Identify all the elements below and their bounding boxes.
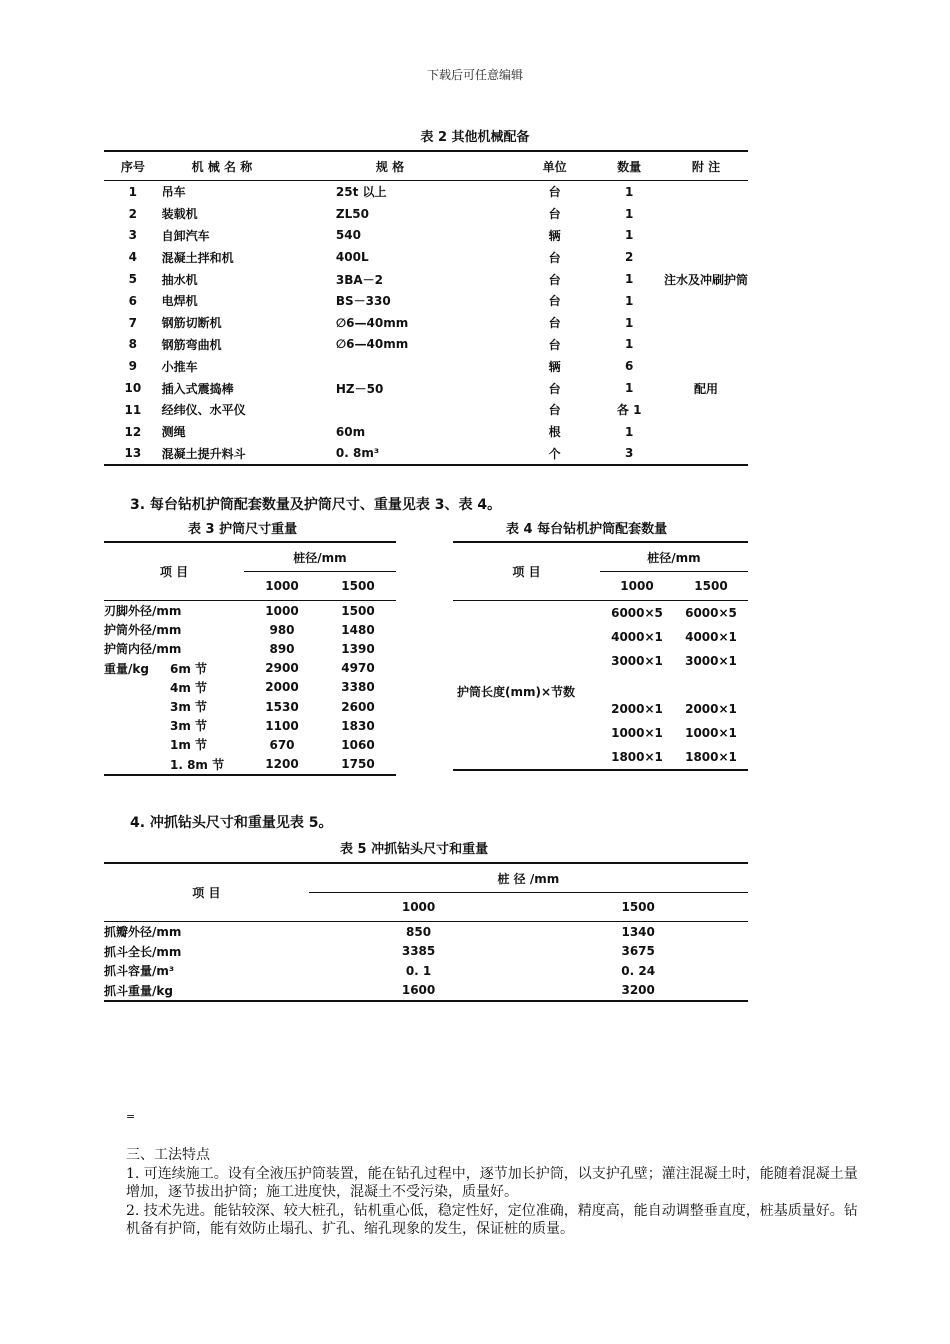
table4-cell: 2000×1: [685, 702, 737, 716]
table5-subheader: 1500: [528, 893, 748, 922]
table-row: [104, 377, 748, 399]
table4-item-header: 项 目: [453, 542, 600, 601]
table3-row-label-cell: [104, 678, 244, 697]
table2-cell: 1: [625, 184, 634, 199]
table2-cell: [664, 399, 748, 421]
table2-cell: ZL50: [335, 206, 369, 221]
table5-row-label: 抓斗全长/mm: [104, 944, 182, 959]
table-row: [104, 399, 748, 421]
table3-row-label: 1m 节: [170, 738, 208, 753]
table3-row-label: 4m 节: [170, 680, 208, 695]
table5-cell: 1600: [401, 983, 436, 998]
table3-cell: 1480: [341, 622, 375, 637]
table3-row-label-cell: [104, 659, 244, 678]
table2-col-header: 机 械 名 称: [162, 151, 336, 181]
table2-cell: 经纬仪、水平仪: [161, 403, 246, 418]
table3-cell: 4970: [341, 661, 375, 676]
table-row: [104, 961, 748, 981]
table2-col-header: 规 格: [336, 151, 515, 181]
table2-cell: [664, 246, 748, 268]
table3-row-label: 3m 节: [170, 719, 208, 734]
table2-cell: 台: [548, 294, 561, 309]
table-row: [104, 922, 748, 942]
table-row: [104, 678, 396, 697]
table2-cell: 1: [625, 315, 634, 330]
table-row: [104, 290, 748, 312]
table2-caption: 表 2 其他机械配备: [420, 130, 530, 145]
table2-cell: 1: [625, 424, 634, 439]
table2-cell: ∅6—40mm: [335, 337, 409, 352]
table2-cell: 电焊机: [161, 294, 198, 309]
table5: [104, 862, 748, 1002]
table2-cell: [664, 225, 748, 247]
table4-cell: 4000×1: [685, 630, 737, 644]
table3-row-label-cell: [104, 716, 244, 735]
table2-cell: [336, 355, 515, 377]
table3-header-row: [104, 542, 396, 572]
table2-cell: 各 1: [616, 403, 642, 418]
table3-cell: 1000: [265, 603, 299, 618]
table2-cell: 3: [128, 228, 138, 243]
table2-cell: 辆: [548, 359, 561, 374]
table3-row-label-cell: [104, 697, 244, 716]
table3-row-label-cell: [104, 735, 244, 754]
table3-row-label-cell: [104, 620, 244, 639]
table3-row-label: 6m 节: [170, 661, 208, 676]
table4-cell: 4000×1: [611, 630, 663, 644]
table2-cell: [336, 399, 515, 421]
table2-cell: 9: [128, 359, 138, 374]
table2-cell: 1: [625, 228, 634, 243]
table-row: [453, 601, 748, 626]
table2-cell: 注水及冲刷护筒: [663, 272, 748, 287]
table2-cell: 钢筋切断机: [161, 316, 222, 331]
table2-cell: 7: [128, 315, 138, 330]
table3-row-label-cell: [104, 639, 244, 658]
table-row: [104, 639, 396, 658]
table3-cell: 1100: [265, 718, 299, 733]
table2-cell: 台: [548, 185, 561, 200]
table2-cell: [664, 312, 748, 334]
table2-cell: 配用: [693, 381, 718, 396]
table-row: [104, 203, 748, 225]
table3-caption: 表 3 护筒尺寸重量: [188, 522, 298, 537]
table2-col-header: 数量: [594, 151, 664, 181]
table4-subheader: 1500: [674, 572, 748, 601]
table4-row-label: 护筒长度(mm)×节数: [457, 684, 576, 699]
table3-cell: 2600: [341, 699, 375, 714]
table5-subheader: 1000: [309, 893, 529, 922]
table2-cell: 混凝土提升料斗: [161, 446, 246, 461]
table2-cell: 0. 8m³: [335, 446, 380, 461]
table5-item-header: 项 目: [104, 863, 309, 922]
page-header: 下载后可任意编辑: [426, 68, 523, 82]
table4-subheader: 1000: [600, 572, 674, 601]
table5-row-label: 抓斗容量/m³: [104, 964, 175, 979]
table2-cell: 1: [625, 206, 634, 221]
table2-cell: 6: [128, 293, 138, 308]
table2-col-header: 单位: [515, 151, 594, 181]
table2-cell: ∅6—40mm: [335, 315, 409, 330]
table2-cell: 2: [128, 206, 138, 221]
table2-cell: [664, 290, 748, 312]
table4-cell: 1800×1: [685, 750, 737, 764]
table5-cell: 3385: [401, 944, 436, 959]
table5-cell: 0. 1: [405, 963, 432, 978]
table3-row-label: 3m 节: [170, 700, 208, 715]
table2-col-header: 序号: [104, 151, 162, 181]
table2-cell: 12: [124, 424, 142, 439]
table2-cell: 13: [124, 446, 142, 461]
table3-row-label: 护筒内径/mm: [104, 642, 182, 657]
section-heading-gongfa: 三、工法特点: [126, 1147, 210, 1163]
table5-cell: 1340: [621, 924, 655, 939]
table4-cell: 6000×5: [611, 606, 663, 620]
table2-cell: 400L: [335, 250, 369, 265]
table2-cell: 个: [548, 446, 561, 461]
table5-body: [104, 922, 748, 1002]
table2-cell: 钢筋弯曲机: [161, 337, 222, 352]
table2-body: [104, 181, 748, 466]
table2-cell: 6: [625, 359, 634, 374]
table3-cell: 2000: [265, 680, 299, 695]
table2-cell: 1: [625, 293, 634, 308]
table2-cell: 5: [128, 272, 138, 287]
table2-cell: 3BA－2: [335, 272, 384, 287]
table4-cell: [674, 673, 748, 697]
table2-cell: [664, 355, 748, 377]
table3-row-label: 刃脚外径/mm: [104, 604, 182, 619]
table-row: [104, 620, 396, 639]
table4-caption: 表 4 每台钻机护筒配套数量: [506, 522, 668, 537]
table2-cell: 11: [124, 402, 142, 417]
section-3-text: 3. 每台钻机护筒配套数量及护筒尺寸、重量见表 3、表 4。: [130, 497, 502, 513]
table4-cell: 3000×1: [611, 654, 663, 668]
table-row: [104, 755, 396, 775]
table2-cell: BS－330: [335, 294, 391, 309]
table3-group-label: 重量/kg: [104, 661, 149, 676]
table2-cell: 1: [625, 337, 634, 352]
table3-cell: 1530: [265, 699, 299, 714]
table5-row-label: 抓斗重量/kg: [104, 983, 173, 998]
table3-cell: 980: [269, 622, 295, 637]
table-row: [104, 716, 396, 735]
table2-cell: 10: [124, 381, 142, 396]
table2-col-header: 附 注: [664, 151, 748, 181]
table2-cell: 小推车: [161, 359, 198, 374]
table2-cell: 根: [548, 425, 561, 440]
table3-cell: 1390: [341, 641, 375, 656]
table-row: [104, 225, 748, 247]
table5-header-row: [104, 863, 748, 893]
table-row: [104, 355, 748, 377]
table3-cell: 1500: [341, 603, 375, 618]
table2-cell: 2: [625, 250, 634, 265]
table-row: [104, 246, 748, 268]
table3-cell: 890: [269, 641, 295, 656]
table2-cell: 1: [625, 381, 634, 396]
table5-row-label: 抓瓣外径/mm: [104, 925, 182, 940]
table2-cell: [664, 421, 748, 443]
table5-cell: 850: [406, 924, 432, 939]
table-row: [104, 268, 748, 290]
table-row: [104, 443, 748, 466]
table2-cell: 台: [548, 272, 561, 287]
table3-body: [104, 601, 396, 775]
table3-cell: 3380: [341, 680, 375, 695]
table3-row-label: 1. 8m 节: [170, 757, 225, 772]
table4-cell: 6000×5: [685, 606, 737, 620]
table3: [104, 541, 396, 776]
table3-row-label-cell: [104, 755, 244, 775]
section-4-text: 4. 冲抓钻头尺寸和重量见表 5。: [130, 815, 333, 831]
table2-cell: 插入式震捣棒: [161, 381, 234, 396]
table4-cell: 1800×1: [611, 750, 663, 764]
table2-cell: 吊车: [161, 185, 186, 200]
table4-cell: 1000×1: [611, 726, 663, 740]
table4-cell: 2000×1: [611, 702, 663, 716]
table5-cell: 3200: [621, 983, 655, 998]
table2-cell: 台: [548, 316, 561, 331]
table4-group-header: 桩径/mm: [600, 542, 748, 572]
table3-group-header: 桩径/mm: [244, 542, 396, 572]
table-row: [104, 981, 748, 1002]
table2-cell: 4: [128, 250, 138, 265]
table2-cell: 混凝土拌和机: [161, 250, 234, 265]
table2-cell: [664, 181, 748, 203]
table2-cell: [664, 334, 748, 356]
table2-cell: 3: [625, 446, 634, 461]
table3-item-header: 项 目: [104, 542, 244, 601]
table-row: [104, 659, 396, 678]
table3-subheader: 1500: [320, 572, 396, 601]
table2-cell: 抽水机: [161, 272, 198, 287]
table2-cell: 测绳: [161, 425, 186, 440]
table5-cell: 3675: [621, 944, 655, 959]
table5-group-header: 桩 径 /mm: [309, 863, 748, 893]
table2-cell: 540: [335, 228, 361, 243]
table2-cell: 60m: [335, 424, 366, 439]
table-row: [104, 942, 748, 962]
table4-cell: 1000×1: [685, 726, 737, 740]
table-row: [104, 735, 396, 754]
table2-cell: 1: [128, 184, 138, 199]
table2-cell: [664, 203, 748, 225]
table2-header-row: [104, 151, 748, 181]
paragraph-2: 2. 技术先进。能钻较深、较大桩孔，钻机重心低，稳定性好，定位准确，精度高，能自动调整垂直度，桩基质量好。钻机备有护筒，能有效防止塌孔、扩孔、缩孔现象的发生，保证桩的质量。: [126, 1203, 858, 1237]
table3-subheader: 1000: [244, 572, 320, 601]
table2: [104, 150, 748, 466]
table2-cell: 台: [548, 403, 561, 418]
table3-row-label: 护筒外径/mm: [104, 623, 182, 638]
table2-cell: 台: [548, 381, 561, 396]
table2-cell: 1: [625, 272, 634, 287]
table2-cell: 装载机: [161, 207, 198, 222]
table-row: [104, 697, 396, 716]
table-row: [104, 601, 396, 621]
table2-cell: 辆: [548, 228, 561, 243]
table4-body: [453, 601, 748, 771]
table4-cell: 3000×1: [685, 654, 737, 668]
table-row: [104, 181, 748, 203]
table2-cell: 台: [548, 250, 561, 265]
table3-cell: 1200: [265, 757, 299, 772]
table4: [453, 541, 748, 771]
paragraph-1: 1. 可连续施工。设有全液压护筒装置，能在钻孔过程中，逐节加长护筒，以支护孔壁；灌注混凝土时，能随着混凝土量增加，逐节拔出护筒；施工进度快，混凝土不受污染，质量好。: [126, 1166, 858, 1200]
table-row: [104, 334, 748, 356]
table3-cell: 1060: [341, 737, 375, 752]
table-row: [104, 421, 748, 443]
table2-cell: 25t 以上: [335, 185, 387, 200]
table5-caption: 表 5 冲抓钻头尺寸和重量: [340, 842, 489, 857]
table4-header-row: [453, 542, 748, 572]
table3-cell: 1750: [341, 757, 375, 772]
stray-mark: =: [126, 1110, 136, 1123]
table3-row-label-cell: [104, 601, 244, 621]
table2-cell: HZ－50: [335, 381, 384, 396]
table3-cell: 670: [269, 737, 295, 752]
table4-cell: [600, 673, 674, 697]
table5-cell: 0. 24: [621, 963, 656, 978]
table-row: [104, 312, 748, 334]
table2-cell: 自卸汽车: [161, 228, 210, 243]
table2-cell: 台: [548, 337, 561, 352]
table3-cell: 2900: [265, 661, 299, 676]
table2-cell: 台: [548, 207, 561, 222]
table2-cell: 8: [128, 337, 138, 352]
table3-cell: 1830: [341, 718, 375, 733]
table2-cell: [664, 443, 748, 466]
